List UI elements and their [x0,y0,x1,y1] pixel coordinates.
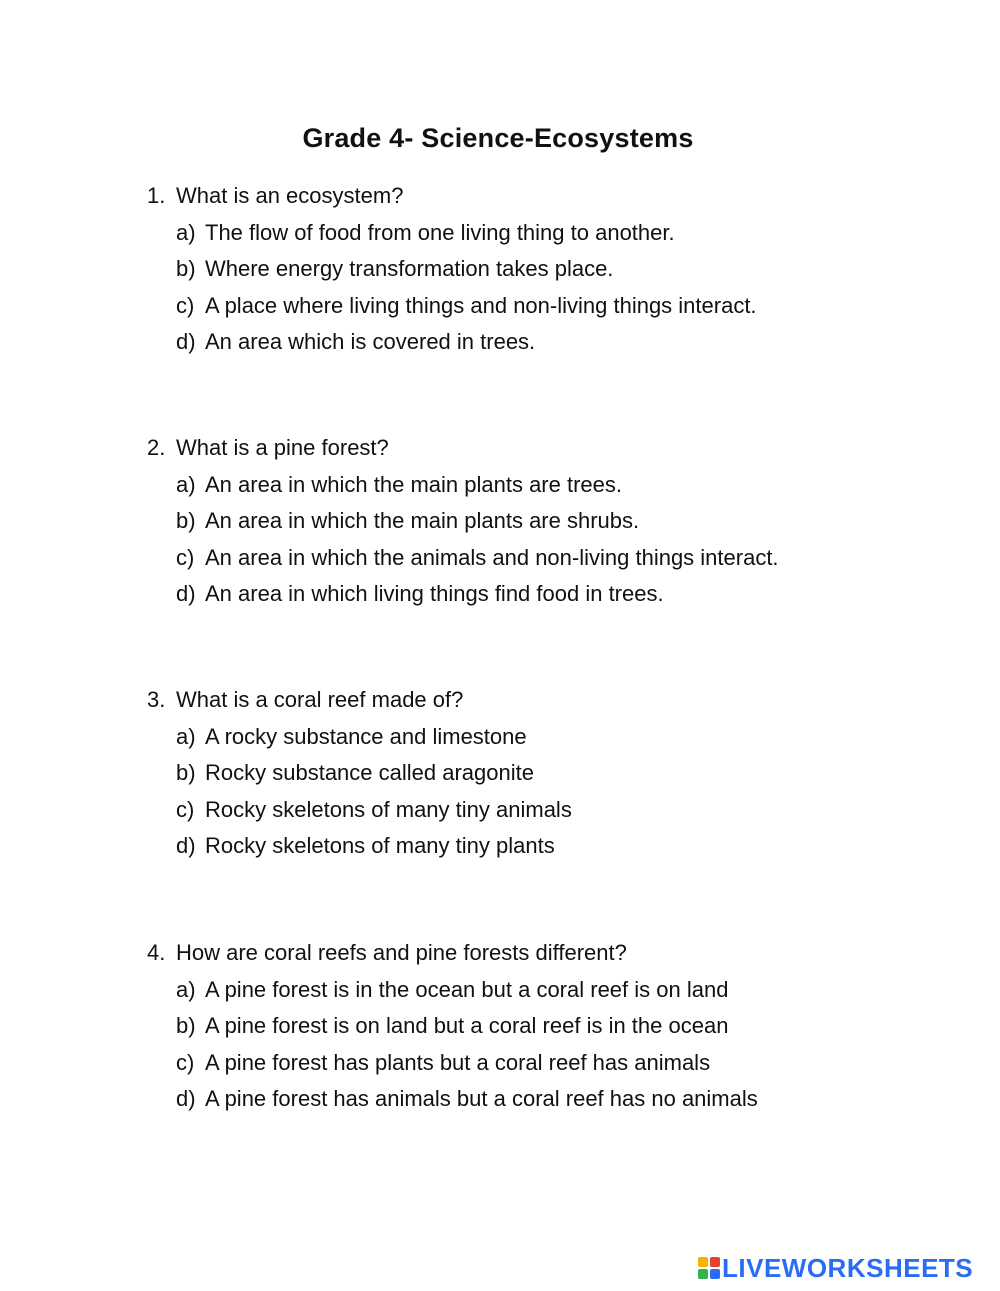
question-1 [147,178,907,361]
option-letter: d) [176,833,196,859]
option-text: Rocky substance called aragonite [205,760,534,786]
option-text: An area in which the animals and non-living things interact. [205,544,779,570]
option-text: A rocky substance and limestone [205,723,527,749]
option-text: Rocky skeletons of many tiny animals [205,796,572,822]
liveworksheets-logo [698,1252,973,1284]
option-letter: c) [176,796,195,822]
option-letter: c) [176,1049,195,1075]
option-letter: c) [176,292,195,318]
option-letter: d) [176,581,196,607]
option-letter: a) [176,723,196,749]
question-1-option-c [147,288,907,325]
option-letter: d) [176,1086,196,1112]
question-2-option-c [147,540,907,577]
option-text: Rocky skeletons of many tiny plants [205,833,555,859]
question-number: 1. [147,183,166,208]
question-4-option-b [147,1008,907,1045]
liveworksheets-logo-icon [698,1257,720,1279]
option-text: An area in which living things find food in trees. [205,581,664,607]
option-text: Where energy transformation takes place. [205,256,614,282]
question-text: What is a pine forest? [176,435,389,460]
question-4-option-c [147,1045,907,1082]
option-letter: d) [176,329,196,355]
option-letter: a) [176,471,196,497]
question-3-option-d [147,828,907,865]
option-text: A pine forest is on land but a coral reef is in the ocean [205,1013,729,1039]
question-text: How are coral reefs and pine forests different? [176,940,627,965]
question-3-option-a [147,719,907,756]
logo-text: LIVEWORKSHEETS [722,1253,974,1283]
logo-square-red [710,1257,720,1267]
question-number: 3. [147,687,166,712]
option-text: An area in which the main plants are shrubs. [205,508,640,534]
worksheet-title: Grade 4- Science-Ecosystems [302,123,694,153]
question-4-option-d [147,1081,907,1118]
question-2-option-b [147,503,907,540]
question-2 [147,430,907,613]
question-4-option-a [147,972,907,1009]
question-3-option-b [147,755,907,792]
question-2-prompt [147,430,907,467]
question-1-prompt [147,178,907,215]
option-text: The flow of food from one living thing to another. [205,219,675,245]
logo-square-yellow [698,1257,708,1267]
question-1-option-b [147,251,907,288]
question-3-prompt [147,682,907,719]
question-number: 4. [147,940,166,965]
option-text: A pine forest has plants but a coral reef has animals [205,1049,711,1075]
option-text: A pine forest has animals but a coral reef has no animals [205,1086,758,1112]
question-text: What is a coral reef made of? [176,687,464,712]
option-text: A pine forest is in the ocean but a coral reef is on land [205,976,729,1002]
question-2-option-d [147,576,907,613]
option-letter: b) [176,508,196,534]
option-letter: c) [176,544,195,570]
option-text: A place where living things and non-living things interact. [205,292,757,318]
question-3 [147,682,907,865]
question-2-option-a [147,467,907,504]
option-letter: a) [176,219,196,245]
option-letter: a) [176,976,196,1002]
logo-square-blue [710,1269,720,1279]
option-letter: b) [176,1013,196,1039]
logo-square-green [698,1269,708,1279]
question-4-prompt [147,935,907,972]
question-1-option-a [147,215,907,252]
question-text: What is an ecosystem? [176,183,404,208]
question-4 [147,935,907,1118]
option-letter: b) [176,760,196,786]
option-text: An area in which the main plants are trees. [205,471,623,497]
question-1-option-d [147,324,907,361]
option-letter: b) [176,256,196,282]
option-text: An area which is covered in trees. [205,329,536,355]
question-number: 2. [147,435,166,460]
question-3-option-c [147,792,907,829]
